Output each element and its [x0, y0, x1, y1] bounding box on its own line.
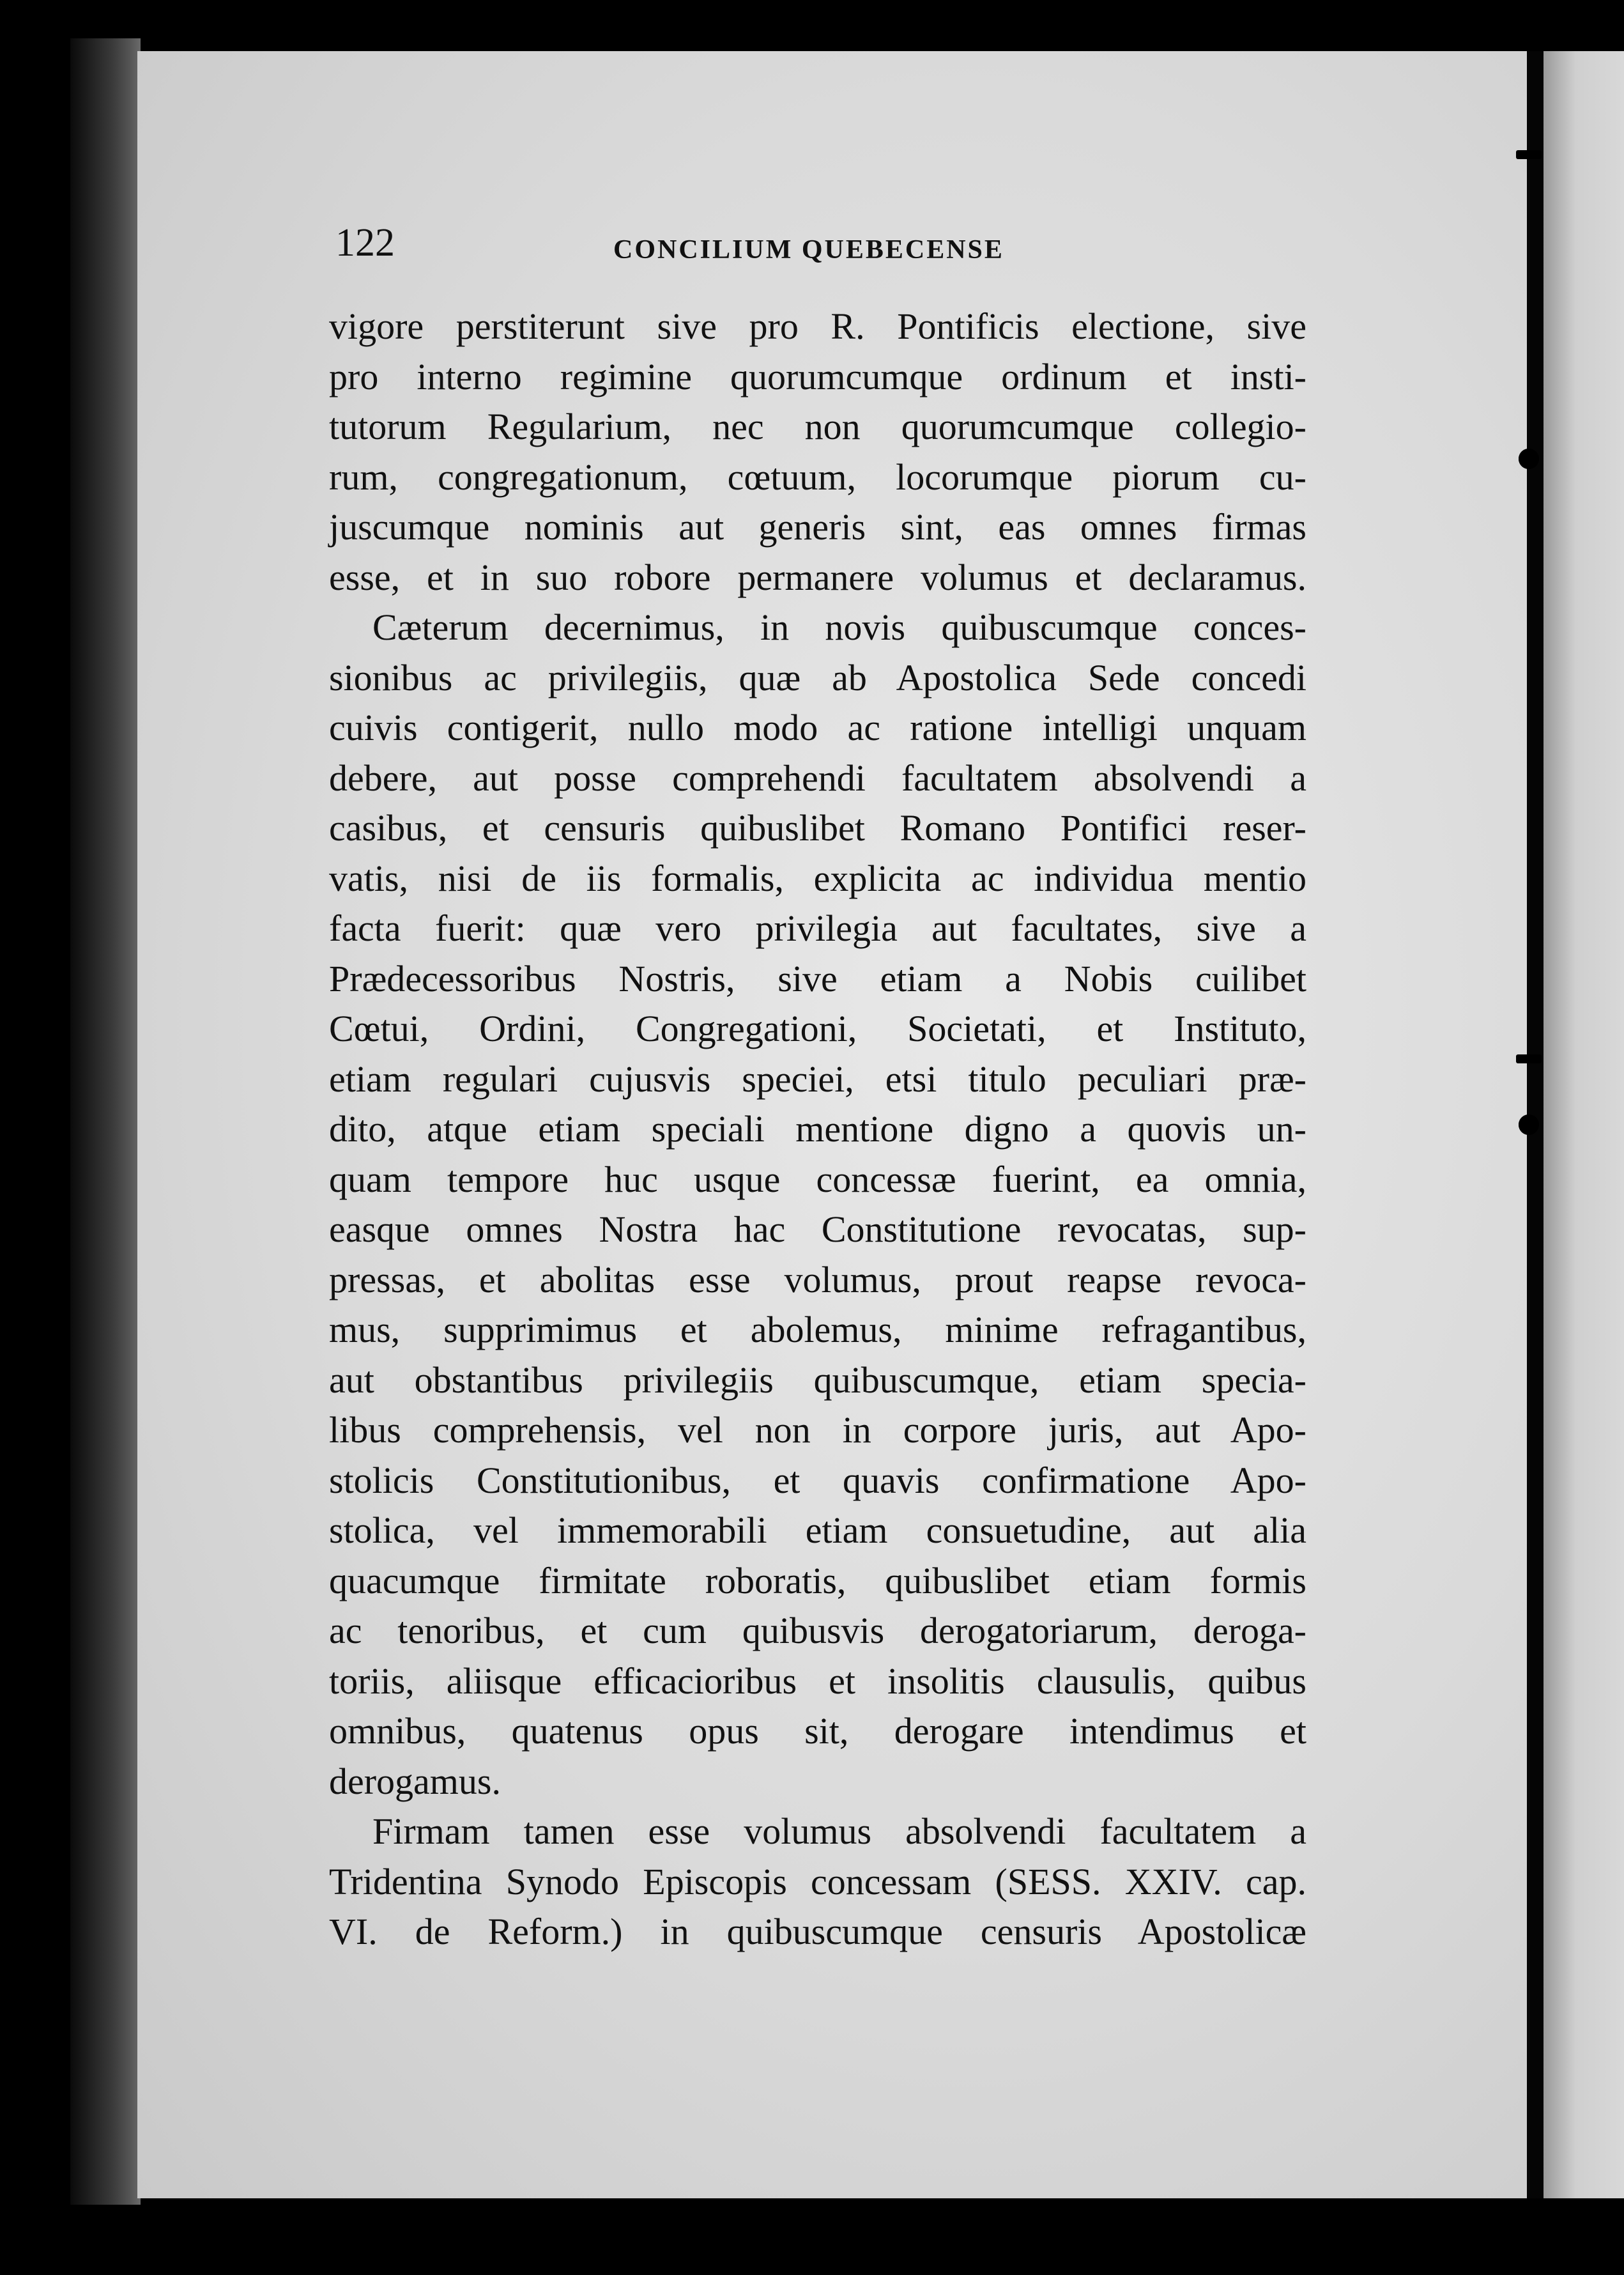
- page-number: 122: [335, 221, 395, 265]
- text-line: stolicis Constitutionibus, et quavis confirmatione Apo-: [329, 1459, 1306, 1501]
- text-line: libus comprehensis, vel non in corpore juris, aut Apo-: [329, 1409, 1306, 1451]
- binding-clip: [1516, 1054, 1542, 1063]
- text-line: vatis, nisi de iis formalis, explicita ac individua mentio: [329, 857, 1306, 899]
- facing-page-edge: [1544, 51, 1624, 2198]
- text-line: Cœtui, Ordini, Congregationi, Societati, et Instituto,: [329, 1008, 1306, 1049]
- text-line: Tridentina Synodo Episcopis concessam (SESS. XXIV. cap.: [329, 1860, 1306, 1902]
- text-line: pro interno regimine quorumcumque ordinum et insti-: [329, 355, 1306, 397]
- text-line: aut obstantibus privilegiis quibuscumque, etiam specia-: [329, 1359, 1306, 1401]
- text-line: facta fuerit: quæ vero privilegia aut facultates, sive a: [329, 907, 1306, 949]
- text-line: Firmam tamen esse volumus absolvendi facultatem a: [372, 1810, 1306, 1852]
- text-line: esse, et in suo robore permanere volumus et declaramus.: [329, 556, 1306, 598]
- text-line: toriis, aliisque efficacioribus et insolitis clausulis, quibus: [329, 1660, 1306, 1702]
- text-line: tutorum Regularium, nec non quorumcumque collegio-: [329, 406, 1306, 447]
- binding-clip: [1513, 1109, 1545, 1141]
- book-binding-shadow: [70, 38, 141, 2205]
- text-line: Prædecessoribus Nostris, sive etiam a Nobis cuilibet: [329, 957, 1306, 999]
- text-line: VI. de Reform.) in quibuscumque censuris Apostolicæ: [329, 1911, 1306, 1952]
- text-line: casibus, et censuris quibuslibet Romano Pontifici reser-: [329, 807, 1306, 849]
- text-line: quam tempore huc usque concessæ fuerint, ea omnia,: [329, 1158, 1306, 1200]
- text-line: easque omnes Nostra hac Constitutione revocatas, sup-: [329, 1208, 1306, 1250]
- page-header: [329, 220, 1313, 278]
- text-line: derogamus.: [329, 1760, 501, 1802]
- body-text: [329, 302, 1306, 1957]
- binding-clip: [1516, 150, 1542, 159]
- text-line: ac tenoribus, et cum quibusvis derogatoriarum, deroga-: [329, 1610, 1306, 1651]
- text-line: rum, congregationum, cœtuum, locorumque piorum cu-: [329, 456, 1306, 498]
- running-title: CONCILIUM QUEBECENSE: [613, 235, 1004, 265]
- text-line: debere, aut posse comprehendi facultatem absolvendi a: [329, 757, 1306, 799]
- text-line: pressas, et abolitas esse volumus, prout reapse revoca-: [329, 1258, 1306, 1300]
- text-line: quacumque firmitate roboratis, quibuslibet etiam formis: [329, 1559, 1306, 1601]
- text-line: cuivis contigerit, nullo modo ac ratione intelligi unquam: [329, 707, 1306, 748]
- text-line: sionibus ac privilegiis, quæ ab Apostolica Sede concedi: [329, 656, 1306, 698]
- text-line: etiam regulari cujusvis speciei, etsi titulo peculiari præ-: [329, 1058, 1306, 1100]
- text-line: dito, atque etiam speciali mentione digno a quovis un-: [329, 1108, 1306, 1150]
- text-line: mus, supprimimus et abolemus, minime refragantibus,: [329, 1309, 1306, 1350]
- text-line: omnibus, quatenus opus sit, derogare intendimus et: [329, 1710, 1306, 1752]
- text-line: Cæterum decernimus, in novis quibuscumque conces-: [372, 606, 1306, 648]
- text-line: stolica, vel immemorabili etiam consuetudine, aut alia: [329, 1509, 1306, 1551]
- text-line: vigore perstiterunt sive pro R. Pontificis electione, sive: [329, 305, 1306, 347]
- text-line: juscumque nominis aut generis sint, eas omnes firmas: [329, 506, 1306, 548]
- binding-clip: [1513, 443, 1545, 475]
